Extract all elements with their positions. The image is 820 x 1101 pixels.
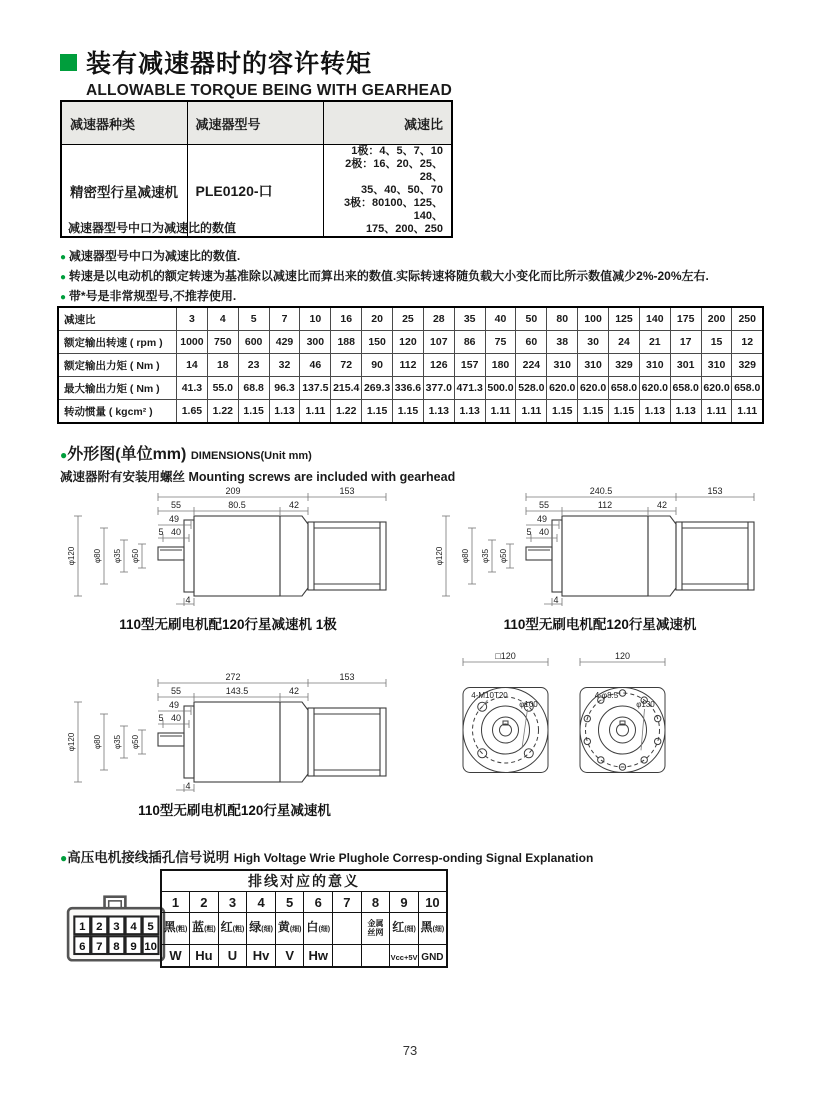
machine-outline	[158, 702, 386, 782]
spec-cell: 1.15	[609, 400, 640, 424]
green-dot-icon: ●	[60, 448, 68, 462]
spec-cell: 125	[609, 307, 640, 331]
spec-cell: 46	[300, 354, 331, 377]
spec-cell: 4	[207, 307, 238, 331]
spec-cell: 269.3	[362, 377, 393, 400]
spec-cell: 377.0	[423, 377, 454, 400]
dim-dia-hub: φ35	[113, 734, 122, 750]
flange-width-dim: 120	[614, 652, 631, 661]
wire-color: 白(细)	[304, 913, 333, 945]
spec-row-label: 转动惯量 ( kgcm² )	[58, 400, 177, 424]
spec-cell: 28	[423, 307, 454, 331]
spec-cell: 107	[423, 331, 454, 354]
spec-cell: 215.4	[331, 377, 362, 400]
spec-cell: 1.15	[362, 400, 393, 424]
spec-cell: 90	[362, 354, 393, 377]
spec-cell: 3	[177, 307, 208, 331]
dim-4: 4	[185, 595, 191, 605]
spec-cell: 112	[393, 354, 424, 377]
spec-cell: 126	[423, 354, 454, 377]
spec-cell: 528.0	[516, 377, 547, 400]
signal-name: V	[275, 945, 304, 968]
signal-title-cn: 高压电机接线插孔信号说明	[67, 850, 230, 865]
signal-name: W	[161, 945, 190, 968]
connector-pin-number: 6	[79, 940, 86, 953]
dim-dia-shaft: φ50	[131, 734, 140, 750]
spec-cell: 1.15	[393, 400, 424, 424]
side-view-drawing-3	[62, 670, 394, 796]
dim-motor-length: 153	[707, 486, 723, 496]
spec-cell: 1.11	[732, 400, 763, 424]
flange-view	[580, 652, 665, 773]
wire-color: 金属 丝网	[361, 913, 390, 945]
spec-cell: 1.13	[269, 400, 300, 424]
signal-name: U	[218, 945, 247, 968]
dim-40: 40	[170, 527, 182, 537]
spec-row	[58, 307, 763, 331]
spec-cell: 336.6	[393, 377, 424, 400]
pin-number: 9	[390, 892, 419, 913]
spec-cell: 38	[547, 331, 578, 354]
spec-cell: 224	[516, 354, 547, 377]
side-view-svg	[430, 484, 762, 610]
spec-cell: 5	[238, 307, 269, 331]
wire-color-row	[161, 913, 447, 945]
pin-number: 7	[333, 892, 362, 913]
flange-view	[463, 652, 548, 773]
drawing-caption-3: 110型无刷电机配120行星减速机	[138, 803, 331, 818]
side-view-drawing-2	[430, 484, 762, 610]
spec-row	[58, 400, 763, 424]
dimensions-title-en: DIMENSIONS(Unit mm)	[190, 450, 312, 462]
list-item: ● 转速是以电动机的额定转速为基准除以减速比而算出来的数值.实际转速将随负载大小变化而比所示数值减少2%-20%左右.	[60, 267, 709, 287]
spec-cell: 620.0	[701, 377, 732, 400]
connector-illustration	[66, 894, 166, 964]
pin-number: 6	[304, 892, 333, 913]
pin-number: 8	[361, 892, 390, 913]
spec-cell: 75	[485, 331, 516, 354]
spec-cell: 620.0	[547, 377, 578, 400]
drawing-caption-1: 110型无刷电机配120行星减速机 1极	[119, 617, 337, 632]
spec-row	[58, 354, 763, 377]
dim-dia-outer: φ120	[435, 546, 444, 566]
dimensions-sub-en: Mounting screws are included with gearhead	[188, 470, 456, 484]
spec-cell: 180	[485, 354, 516, 377]
spec-cell: 140	[639, 307, 670, 331]
flange-holes-label: 4-φ8.5	[594, 691, 619, 700]
dim-dia-flange: φ80	[93, 548, 102, 564]
signal-name: Hv	[247, 945, 276, 968]
col-header-model: 减速器型号	[187, 101, 323, 145]
spec-cell: 100	[578, 307, 609, 331]
spec-cell: 24	[609, 331, 640, 354]
connector-pin-number: 3	[113, 921, 120, 934]
list-item: ● 减速器型号中口为减速比的数值.	[60, 247, 709, 267]
spec-cell: 301	[670, 354, 701, 377]
spec-cell: 25	[393, 307, 424, 331]
spec-cell: 1.13	[639, 400, 670, 424]
spec-cell: 300	[300, 331, 331, 354]
spec-cell: 329	[609, 354, 640, 377]
page-header	[60, 44, 452, 100]
spec-cell: 1.15	[547, 400, 578, 424]
wire-color: 红(细)	[390, 913, 419, 945]
spec-cell: 157	[454, 354, 485, 377]
dim-49: 49	[168, 514, 180, 524]
pin-number: 10	[418, 892, 447, 913]
spec-cell: 35	[454, 307, 485, 331]
wire-color: 红(粗)	[218, 913, 247, 945]
connector-svg	[66, 894, 166, 964]
spec-cell: 620.0	[639, 377, 670, 400]
spec-cell: 50	[516, 307, 547, 331]
dim-5: 5	[158, 713, 164, 723]
spec-cell: 200	[701, 307, 732, 331]
wire-color	[333, 913, 362, 945]
dim-a: 55	[170, 686, 182, 696]
dim-40: 40	[170, 713, 182, 723]
spec-cell: 30	[578, 331, 609, 354]
spec-cell: 1.22	[207, 400, 238, 424]
spec-cell: 120	[393, 331, 424, 354]
page-number: 73	[402, 1043, 418, 1058]
list-item: 175、200、250	[365, 223, 443, 235]
connector-pin-number: 5	[147, 921, 154, 934]
side-view-svg	[62, 670, 394, 796]
dim-dia-hub: φ35	[481, 548, 490, 564]
spec-cell: 750	[207, 331, 238, 354]
spec-cell: 310	[639, 354, 670, 377]
spec-cell: 175	[670, 307, 701, 331]
spec-cell: 23	[238, 354, 269, 377]
connector-pin-number: 1	[79, 921, 86, 934]
wire-color: 黄(细)	[275, 913, 304, 945]
bolt-hole	[598, 757, 604, 763]
gearhead-type: 精密型行星减速机	[61, 145, 187, 238]
spec-cell: 55.0	[207, 377, 238, 400]
spec-cell: 1.65	[177, 400, 208, 424]
side-view-drawing-1	[62, 484, 394, 610]
spec-cell: 188	[331, 331, 362, 354]
wire-color: 绿(细)	[247, 913, 276, 945]
dim-49: 49	[168, 700, 180, 710]
spec-row	[58, 377, 763, 400]
spec-cell: 658.0	[732, 377, 763, 400]
list-item: 35、40、50、70	[361, 184, 443, 196]
flange-bolt-circle-label: φ130	[636, 700, 655, 709]
dim-4: 4	[553, 595, 559, 605]
spec-cell: 20	[362, 307, 393, 331]
spec-cell: 68.8	[238, 377, 269, 400]
spec-cell: 1000	[177, 331, 208, 354]
flange-view-drawings	[448, 652, 680, 794]
list-item: 3极：80100、125、140、	[343, 197, 443, 222]
table-footnote: 减速器型号中口为减速比的数值	[68, 221, 237, 235]
list-item: ● 带*号是非常规型号,不推荐使用.	[60, 287, 709, 307]
spec-row-label: 减速比	[58, 307, 177, 331]
dim-total: 272	[225, 672, 241, 682]
dimensions-sub-cn: 减速器附有安装用螺丝	[60, 470, 186, 484]
pin-number: 5	[275, 892, 304, 913]
page-subtitle: ALLOWABLE TORQUE BEING WITH GEARHEAD	[86, 82, 452, 99]
spec-cell: 86	[454, 331, 485, 354]
signal-name: Hu	[190, 945, 219, 968]
spec-cell: 14	[177, 354, 208, 377]
spec-cell: 500.0	[485, 377, 516, 400]
wire-color: 蓝(粗)	[190, 913, 219, 945]
flange-holes-label: 4-M10T20	[471, 691, 508, 700]
spec-cell: 1.13	[454, 400, 485, 424]
spec-cell: 329	[732, 354, 763, 377]
drawing-caption-2: 110型无刷电机配120行星减速机	[503, 617, 697, 632]
green-dot-icon: ●	[60, 851, 68, 865]
page-title: 装有减速器时的容许转矩	[86, 50, 373, 78]
spec-cell: 1.13	[670, 400, 701, 424]
spec-cell: 150	[362, 331, 393, 354]
spec-cell: 429	[269, 331, 300, 354]
spec-cell: 310	[578, 354, 609, 377]
dim-total: 240.5	[589, 486, 613, 496]
spec-cell: 1.11	[516, 400, 547, 424]
dim-a: 55	[538, 500, 550, 510]
spec-cell: 1.22	[331, 400, 362, 424]
machine-outline	[158, 516, 386, 596]
spec-row-label: 额定输出转速 ( rpm )	[58, 331, 177, 354]
machine-outline	[526, 516, 754, 596]
pin-number: 2	[190, 892, 219, 913]
spec-cell: 310	[701, 354, 732, 377]
spec-cell: 658.0	[609, 377, 640, 400]
spec-cell: 40	[485, 307, 516, 331]
dim-c: 42	[288, 686, 300, 696]
flange-width-dim: □120	[495, 652, 516, 661]
col-header-ratio: 减速比	[323, 101, 452, 145]
dim-4: 4	[185, 781, 191, 791]
signal-table	[160, 869, 448, 968]
spec-cell: 620.0	[578, 377, 609, 400]
wire-color: 黑(细)	[418, 913, 447, 945]
signal-table-title: 排线对应的意义	[161, 870, 447, 892]
dim-dia-shaft: φ50	[131, 548, 140, 564]
flange-bolt-circle-label: φ100	[519, 700, 538, 709]
dim-b: 80.5	[228, 500, 246, 510]
pin-number-row	[161, 892, 447, 913]
gearhead-table	[60, 100, 453, 238]
dim-a: 55	[170, 500, 182, 510]
flange-views-svg	[448, 652, 680, 794]
spec-cell: 1.11	[701, 400, 732, 424]
dim-5: 5	[158, 527, 164, 537]
spec-cell: 7	[269, 307, 300, 331]
dim-total: 209	[225, 486, 241, 496]
spec-cell: 658.0	[670, 377, 701, 400]
signal-table-body	[161, 870, 447, 967]
signal-name	[361, 945, 390, 968]
signal-name: Vcc+5V	[390, 945, 419, 968]
dim-dia-flange: φ80	[461, 548, 470, 564]
dim-dia-shaft: φ50	[499, 548, 508, 564]
wire-color: 黑(粗)	[161, 913, 190, 945]
spec-cell: 250	[732, 307, 763, 331]
dim-49: 49	[536, 514, 548, 524]
connector-pin-number: 7	[96, 940, 103, 953]
dimensions-title-cn: 外形图(单位mm)	[67, 446, 187, 463]
spec-cell: 12	[732, 331, 763, 354]
pin-number: 4	[247, 892, 276, 913]
signal-name	[333, 945, 362, 968]
spec-cell: 310	[547, 354, 578, 377]
spec-cell: 18	[207, 354, 238, 377]
connector-pin-number: 9	[130, 940, 137, 953]
signal-name-row	[161, 945, 447, 968]
green-square-bullet	[60, 54, 77, 71]
spec-cell: 15	[701, 331, 732, 354]
spec-cell: 41.3	[177, 377, 208, 400]
list-item: 1极：4、5、7、10	[351, 145, 443, 157]
spec-cell: 600	[238, 331, 269, 354]
spec-cell: 17	[670, 331, 701, 354]
notes-list	[60, 247, 709, 307]
bolt-hole	[584, 738, 590, 744]
list-item: 2极：16、20、25、28、	[345, 158, 443, 183]
bolt-hole	[655, 738, 661, 744]
spec-cell: 137.5	[300, 377, 331, 400]
pin-number: 3	[218, 892, 247, 913]
dim-dia-hub: φ35	[113, 548, 122, 564]
spec-table-body	[58, 307, 763, 423]
bolt-hole	[524, 749, 533, 758]
signal-title-en: High Voltage Wrie Plughole Corresp-onding Signal Explanation	[233, 851, 594, 865]
spec-row-label: 额定输出力矩 ( Nm )	[58, 354, 177, 377]
spec-cell: 16	[331, 307, 362, 331]
spec-cell: 72	[331, 354, 362, 377]
dim-dia-flange: φ80	[93, 734, 102, 750]
bolt-hole	[641, 757, 647, 763]
dim-b: 143.5	[225, 686, 249, 696]
signal-section-header	[60, 846, 593, 867]
spec-cell: 80	[547, 307, 578, 331]
spec-cell: 60	[516, 331, 547, 354]
dim-dia-outer: φ120	[67, 732, 76, 752]
spec-cell: 32	[269, 354, 300, 377]
dim-b: 112	[597, 500, 613, 510]
spec-cell: 10	[300, 307, 331, 331]
spec-cell: 1.15	[238, 400, 269, 424]
dim-motor-length: 153	[339, 486, 355, 496]
connector-pin-number: 4	[130, 921, 137, 934]
dim-c: 42	[288, 500, 300, 510]
spec-row	[58, 331, 763, 354]
dim-dia-outer: φ120	[67, 546, 76, 566]
spec-cell: 1.15	[578, 400, 609, 424]
gearhead-model: PLE0120-口	[187, 145, 323, 238]
col-header-type: 减速器种类	[61, 101, 187, 145]
side-view-svg	[62, 484, 394, 610]
dim-40: 40	[538, 527, 550, 537]
pin-number: 1	[161, 892, 190, 913]
spec-row-label: 最大输出力矩 ( Nm )	[58, 377, 177, 400]
spec-table	[57, 306, 764, 424]
spec-cell: 1.11	[300, 400, 331, 424]
signal-name: Hw	[304, 945, 333, 968]
spec-cell: 1.11	[485, 400, 516, 424]
spec-cell: 471.3	[454, 377, 485, 400]
connector-pin-number: 10	[144, 940, 157, 953]
spec-cell: 21	[639, 331, 670, 354]
signal-name: GND	[418, 945, 447, 968]
spec-cell: 1.13	[423, 400, 454, 424]
dim-motor-length: 153	[339, 672, 355, 682]
connector-pin-number: 8	[113, 940, 120, 953]
dim-c: 42	[656, 500, 668, 510]
gearhead-ratios	[323, 145, 452, 238]
dim-5: 5	[526, 527, 532, 537]
connector-pin-number: 2	[96, 921, 103, 934]
dimensions-header	[60, 441, 455, 485]
spec-cell: 96.3	[269, 377, 300, 400]
